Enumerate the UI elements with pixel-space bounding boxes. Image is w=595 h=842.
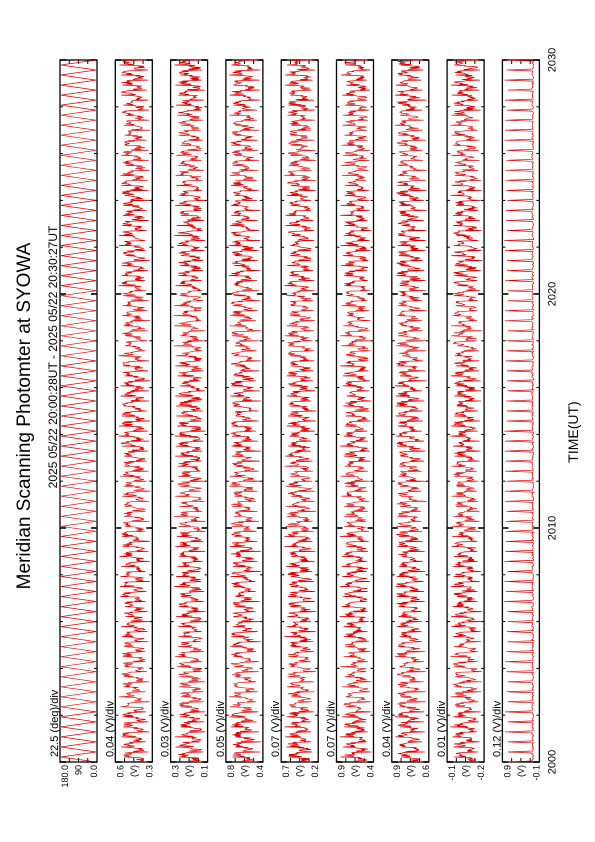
data-trace-6 <box>340 60 372 762</box>
y-tick-label-top: 0.6 <box>115 765 126 778</box>
y-tick-label-bottom: -0.2 <box>476 765 487 781</box>
panel-scale-label: 0.04 (V)/div <box>380 700 393 757</box>
y-unit-label: (V) <box>460 765 471 777</box>
panel-4 <box>215 60 265 778</box>
data-trace-1 <box>61 60 96 762</box>
panel-scale-label: 0.07 (V)/div <box>270 700 283 757</box>
panel-2 <box>104 60 154 778</box>
y-tick-label-top: -0.1 <box>447 765 458 781</box>
data-trace-9 <box>504 60 533 762</box>
panel-scale-label: 0.07 (V)/div <box>325 700 338 757</box>
panel-5 <box>270 60 320 778</box>
panel-scale-label: 0.04 (V)/div <box>104 700 117 757</box>
y-unit-label: (V) <box>294 765 305 777</box>
data-trace-4 <box>229 60 261 762</box>
y-unit-label: (V) <box>515 765 526 777</box>
data-trace-5 <box>284 60 316 762</box>
x-tick-label: 2030 <box>546 47 559 73</box>
y-tick-label-top: 0.9 <box>336 765 347 778</box>
y-tick-label-top: 0.7 <box>281 765 292 778</box>
data-trace-2 <box>118 60 150 762</box>
y-tick-label-bottom: 0.6 <box>420 765 431 778</box>
x-tick-label: 2020 <box>546 281 559 307</box>
y-tick-label-top: 0.3 <box>170 765 181 778</box>
y-tick-label-top: 180.0 <box>60 765 70 788</box>
panels-group <box>49 60 541 788</box>
y-tick-label-bottom: -0.1 <box>531 765 542 781</box>
y-unit-label: (V) <box>184 765 195 777</box>
panel-3 <box>160 60 210 778</box>
y-unit-label: (V) <box>128 765 139 777</box>
panel-6 <box>326 60 376 778</box>
data-trace-3 <box>174 60 206 762</box>
y-unit-label: (V) <box>405 765 416 777</box>
x-tick-labels <box>546 48 558 774</box>
y-tick-label-top: 0.8 <box>225 765 236 778</box>
chart-title: Meridian Scanning Photomter at SYOWA <box>14 242 35 590</box>
panel-frame <box>60 60 97 762</box>
y-unit-label: (V) <box>239 765 250 777</box>
x-tick-label: 2000 <box>546 749 559 775</box>
data-trace-7 <box>395 60 427 762</box>
panel-scale-label: 0.05 (V)/div <box>214 700 227 757</box>
panel-7 <box>381 60 431 778</box>
y-tick-label-top: 0.9 <box>391 765 402 778</box>
y-unit-label: (V) <box>350 765 360 777</box>
y-tick-label-bottom: 0.1 <box>199 765 210 778</box>
y-tick-label-bottom: 0.0 <box>89 765 99 778</box>
y-tick-label-bottom: 0.4 <box>254 765 265 778</box>
panel-8 <box>436 60 486 781</box>
panel-9 <box>491 60 541 781</box>
y-unit-label: 90 <box>73 765 84 776</box>
y-tick-label-top: 0.9 <box>502 765 513 778</box>
panel-scale-label: 22.5 (deg)/div <box>49 689 61 757</box>
data-trace-8 <box>450 60 482 762</box>
panel-scale-label: 0.01 (V)/div <box>436 700 449 757</box>
panel-scale-label: 0.03 (V)/div <box>159 700 172 757</box>
panel-scale-label: 0.12 (V)/div <box>491 700 504 757</box>
x-axis-label: TIME(UT) <box>565 401 581 463</box>
x-tick-label: 2010 <box>546 515 559 541</box>
time-range-label: 2025 05/22 20:00:28UT - 2025 05/22 20:30:27UT <box>46 225 60 489</box>
y-tick-label-bottom: 0.4 <box>365 765 376 778</box>
y-tick-label-bottom: 0.3 <box>144 765 155 778</box>
y-tick-label-bottom: 0.2 <box>310 765 321 778</box>
